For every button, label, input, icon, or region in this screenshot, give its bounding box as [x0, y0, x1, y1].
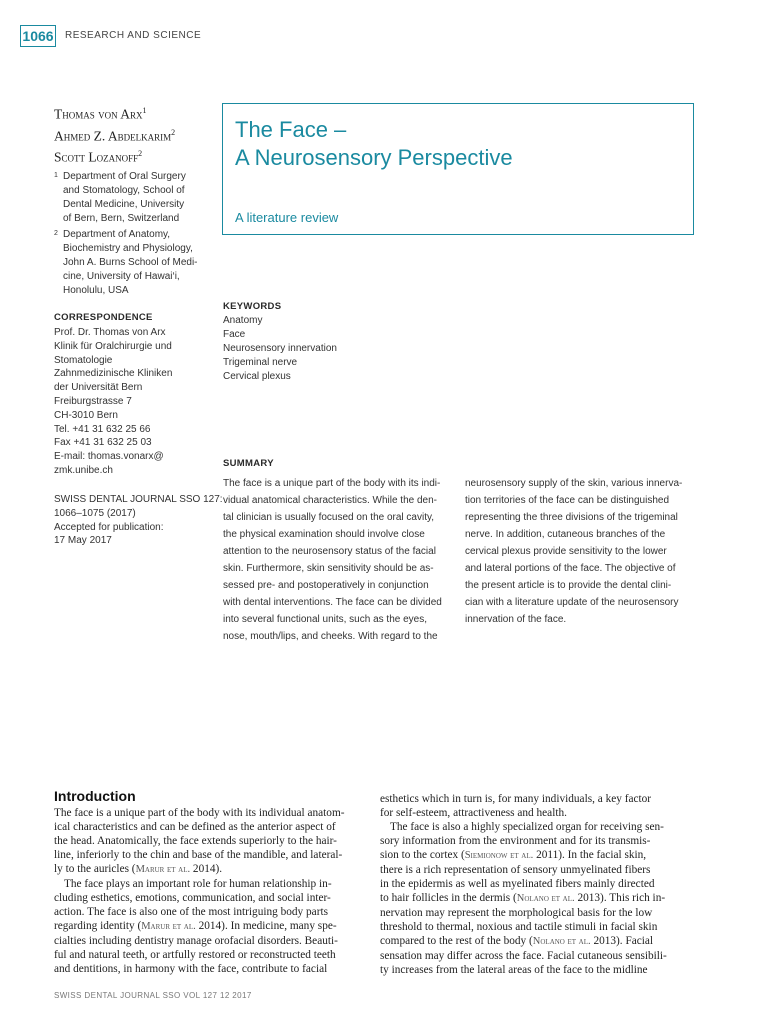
keyword: Cervical plexus	[223, 371, 291, 382]
citation: Nolano et al.	[516, 893, 575, 904]
text-line: nervation may represent the morphological basis for the low	[380, 907, 653, 919]
text-line: ical characteristics and can be defined as the anterior aspect of	[54, 821, 336, 833]
keywords-list	[223, 314, 337, 384]
introduction-column-1	[54, 806, 372, 976]
keyword: Neurosensory innervation	[223, 343, 337, 354]
introduction-column-2	[380, 792, 698, 977]
text-line: sory information from the environment and for its transmis-	[380, 835, 651, 847]
summary-column-1: The face is a unique part of the body with its indi- vidual anatomical characteristics. While the den- tal clinician is usually focused on the oral cavity, the physical examination should involve close attention to the neurosensory status of the facial skin. Furthermore, skin sensitivity should be as- sessed pre- and postoperatively in conjunction with dental interventions. The face can be divided into several functional units, such as the eyes, nose, mouth/lips, and cheeks. With regard to the	[223, 478, 442, 642]
author-list	[54, 102, 175, 167]
correspondence-heading: CORRESPONDENCE	[54, 312, 153, 323]
text-line: ly to the auricles (Marur et al. 2014).	[54, 863, 223, 875]
text-line: The face plays an important role for human relationship in-	[64, 878, 332, 890]
citation: Marur et al.	[141, 921, 196, 932]
citation: Marur et al.	[135, 864, 191, 875]
keywords-heading: KEYWORDS	[223, 301, 282, 312]
text-line: ty increases from the lateral areas of the face to the midline	[380, 964, 648, 976]
section-label: RESEARCH AND SCIENCE	[65, 30, 202, 41]
text-line: regarding identity (Marur et al. 2014). In medicine, many spe-	[54, 920, 337, 932]
summary-column-2: neurosensory supply of the skin, various innerva- tion territories of the face can be distinguished representing the three divisions of the trigeminal nerve. In addition, cutaneous branches of the cervical plexus provide sensitivity to the lower and lateral portions of the face. The objective of the present article is to provide the dental clini- cian with a literature update of the neurosensory innervation of the face.	[465, 478, 683, 625]
article-subtitle: A literature review	[235, 210, 339, 225]
text-line: line, inferiorly to the chin and base of the mandible, and lateral-	[54, 849, 343, 861]
text-line: for self-esteem, attractiveness and health.	[380, 807, 567, 819]
text-line: ful and natural teeth, or artfully restored or reconstructed teeth	[54, 949, 336, 961]
author: Thomas von Arx$^1$	[54, 106, 147, 122]
keyword: Face	[223, 329, 246, 340]
text-line: there is a rich representation of sensory unmyelinated fibers	[380, 864, 651, 876]
article-title: The Face – A Neurosensory Perspective	[235, 117, 513, 170]
journal-info: SWISS DENTAL JOURNAL SSO 127: 1066–1075 (2017) Accepted for publication: 17 May 2017	[54, 494, 223, 547]
text-line: threshold to thermal, noxious and tactile stimuli in facial skin	[380, 921, 658, 933]
affiliation-2: 2 Department of Anatomy, Biochemistry and Physiology, John A. Burns School of Medi- cine, University of Hawai‘i, Honolulu, USA	[54, 229, 198, 296]
text-line: cialties including dentistry manage orofacial disorders. Beauti-	[54, 935, 338, 947]
introduction-heading: Introduction	[54, 788, 136, 804]
citation: Siemionow et al.	[464, 850, 534, 861]
text-line: sensation may differ across the face. Facial cutaneous sensibili-	[380, 950, 667, 962]
text-line: The face is a unique part of the body with its individual anatom-	[54, 807, 345, 819]
text-line: cluding esthetics, emotions, communication, and social inter-	[54, 892, 331, 904]
page-footer: SWISS DENTAL JOURNAL SSO VOL 127 12 2017	[54, 991, 252, 1000]
author: Ahmed Z. Abdelkarim$^2$	[54, 127, 176, 143]
text-line: to hair follicles in the dermis (Nolano et al. 2013). This rich in-	[380, 892, 666, 904]
correspondence-address: Prof. Dr. Thomas von Arx Klinik für Oralchirurgie und Stomatologie Zahnmedizinische Kliniken der Universität Bern Freiburgstrasse 7 CH-3010 Bern Tel. +41 31 632 25 66 Fax +41 31 632 25 03 E-mail: thomas.vonarx@ zmk.unibe.ch	[54, 327, 173, 476]
text-line: the head. Anatomically, the face extends superiorly to the hair-	[54, 835, 337, 847]
text-line: in the epidermis as well as myelinated fibers mainly directed	[380, 878, 655, 890]
author: Scott Lozanoff$^2$	[54, 149, 143, 165]
text-line: sion to the cortex (Siemionow et al. 2011). In the facial skin,	[380, 849, 647, 861]
summary-heading: SUMMARY	[223, 458, 274, 469]
citation: Nolano et al.	[532, 936, 591, 947]
text-line: esthetics which in turn is, for many individuals, a key factor	[380, 793, 652, 805]
keyword: Trigeminal nerve	[223, 357, 298, 368]
affiliation-1: 1 Department of Oral Surgery and Stomatology, School of Dental Medicine, University of Bern, Bern, Switzerland	[54, 171, 186, 224]
title-box	[222, 103, 694, 235]
text-line: compared to the rest of the body (Nolano et al. 2013). Facial	[380, 935, 654, 947]
text-line: The face is also a highly specialized organ for receiving sen-	[390, 821, 664, 833]
text-line: action. The face is also one of the most intriguing body parts	[54, 906, 328, 918]
text-line: and dentitions, in harmony with the face, contribute to facial	[54, 963, 328, 975]
page-number: 1066	[20, 25, 56, 47]
keyword: Anatomy	[223, 315, 263, 326]
